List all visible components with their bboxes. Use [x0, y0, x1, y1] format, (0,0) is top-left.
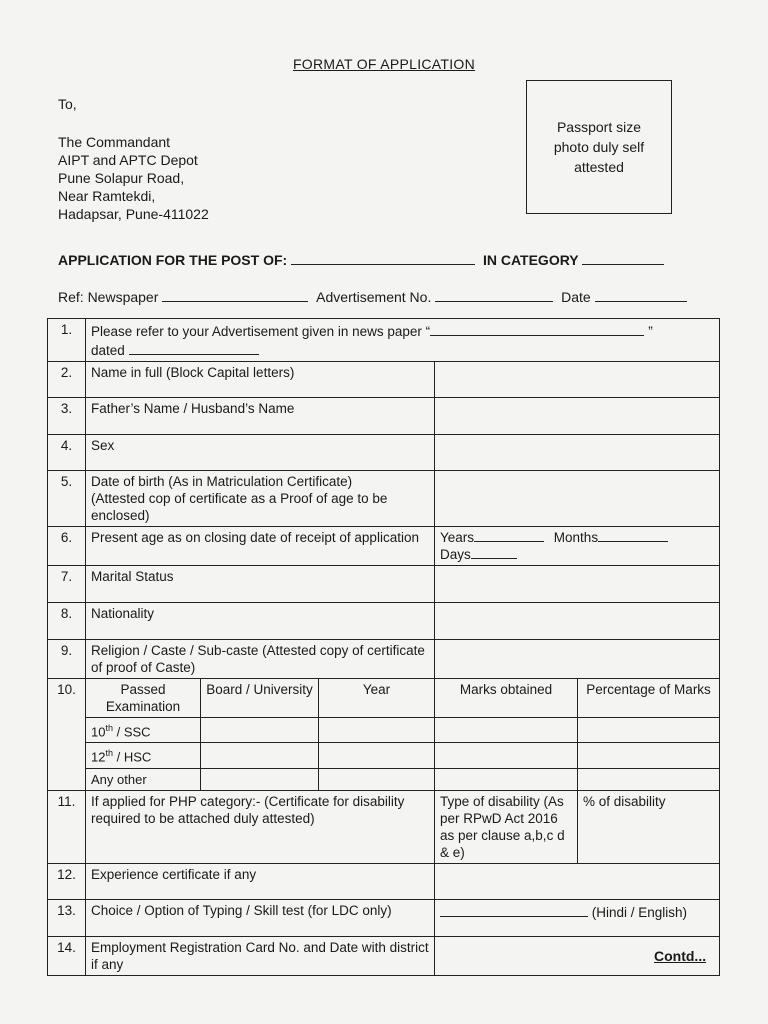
board-input-cell[interactable]: [201, 768, 319, 790]
experience-input-cell[interactable]: [435, 863, 720, 899]
table-row: [48, 640, 720, 679]
disability-percent-cell[interactable]: % of disability: [578, 790, 720, 863]
address-line: The Commandant: [58, 134, 171, 150]
typing-option-field[interactable]: [440, 902, 588, 917]
row-number: 9.: [48, 640, 86, 679]
row-label: Present age as on closing date of receipt of application: [86, 527, 435, 566]
column-header: Passed Examination: [86, 679, 201, 718]
sex-input-cell[interactable]: [435, 435, 720, 471]
row-sublabel: (Attested cop of certificate as a Proof of age to be enclosed): [91, 491, 388, 523]
row-number: 14.: [48, 936, 86, 975]
row-number: 6.: [48, 527, 86, 566]
table-row: [48, 936, 720, 975]
row-number: 11.: [48, 790, 86, 863]
row-label: Name in full (Block Capital letters): [86, 362, 435, 398]
table-row: [48, 863, 720, 899]
column-header: Percentage of Marks: [578, 679, 720, 718]
months-field[interactable]: [598, 529, 668, 542]
year-input-cell[interactable]: [319, 768, 435, 790]
category-field[interactable]: [582, 250, 664, 265]
nationality-input-cell[interactable]: [435, 603, 720, 640]
row-label: Experience certificate if any: [86, 863, 435, 899]
exam-label-hsc: 12th / HSC: [86, 743, 201, 768]
marks-input-cell[interactable]: [435, 743, 578, 768]
date-field[interactable]: [595, 287, 687, 302]
row-number: 7.: [48, 566, 86, 603]
newspaper-field[interactable]: [162, 287, 308, 302]
years-label: Years: [440, 530, 475, 545]
typing-option-cell[interactable]: [435, 899, 720, 936]
reference-line: [58, 287, 718, 305]
row-label: Choice / Option of Typing / Skill test (for LDC only): [86, 899, 435, 936]
row-label: Nationality: [86, 603, 435, 640]
typing-option-label: (Hindi / English): [591, 904, 688, 920]
row-number: 1.: [48, 319, 86, 362]
board-input-cell[interactable]: [201, 718, 319, 743]
address-line: Hadapsar, Pune-411022: [58, 206, 209, 222]
advertisement-label: Advertisement No.: [316, 289, 432, 305]
photo-box[interactable]: [526, 80, 672, 214]
photo-box-line: photo duly self: [553, 139, 645, 155]
continued-note: Contd...: [654, 948, 707, 964]
table-row: [48, 603, 720, 640]
newspaper-name-field[interactable]: [430, 321, 644, 336]
father-name-input-cell[interactable]: [435, 398, 720, 435]
row-number: 5.: [48, 471, 86, 527]
row-number: 10.: [48, 679, 86, 791]
year-input-cell[interactable]: [319, 718, 435, 743]
photo-box-line: attested: [574, 159, 624, 175]
column-header: Board / University: [201, 679, 319, 718]
table-row: [48, 398, 720, 435]
table-row: [48, 435, 720, 471]
name-input-cell[interactable]: [435, 362, 720, 398]
date-label: Date: [561, 289, 591, 305]
days-field[interactable]: [471, 546, 517, 559]
dated-label: dated: [91, 343, 125, 358]
column-header: Year: [319, 679, 435, 718]
marital-status-input-cell[interactable]: [435, 566, 720, 603]
advertisement-field[interactable]: [435, 287, 553, 302]
post-field[interactable]: [291, 250, 475, 265]
application-form-table: [47, 318, 720, 976]
percentage-input-cell[interactable]: [578, 718, 720, 743]
address-line: Near Ramtekdi,: [58, 188, 156, 204]
days-label: Days: [440, 547, 471, 562]
years-field[interactable]: [474, 529, 544, 542]
religion-input-cell[interactable]: [435, 640, 720, 679]
address-line: Pune Solapur Road,: [58, 170, 185, 186]
row-number: 3.: [48, 398, 86, 435]
newspaper-label: Ref: Newspaper: [58, 289, 159, 305]
row-label: Religion / Caste / Sub-caste (Attested copy of certificate of proof of Caste): [86, 640, 435, 679]
marks-input-cell[interactable]: [435, 718, 578, 743]
year-input-cell[interactable]: [319, 743, 435, 768]
post-label: APPLICATION FOR THE POST OF:: [58, 252, 288, 268]
exam-label-ssc: 10th / SSC: [86, 718, 201, 743]
row-number: 2.: [48, 362, 86, 398]
dob-input-cell[interactable]: [435, 471, 720, 527]
table-row: [48, 718, 720, 743]
address-block: [58, 95, 209, 223]
table-row: [48, 768, 720, 790]
address-line: AIPT and APTC Depot: [58, 152, 198, 168]
column-header: Marks obtained: [435, 679, 578, 718]
board-input-cell[interactable]: [201, 743, 319, 768]
photo-box-line: Passport size: [556, 119, 642, 135]
percentage-input-cell[interactable]: [578, 768, 720, 790]
post-line: [58, 250, 708, 268]
row-label: Sex: [86, 435, 435, 471]
advertisement-ref-cell: [86, 319, 720, 362]
table-row: [48, 362, 720, 398]
row-number: 12.: [48, 863, 86, 899]
disability-type-cell[interactable]: Type of disability (As per RPwD Act 2016 as per clause a,b,c d & e): [435, 790, 578, 863]
table-row: [48, 566, 720, 603]
salutation: To,: [58, 96, 77, 112]
row-label: Date of birth (As in Matriculation Certificate): [91, 474, 353, 489]
row-label: Please refer to your Advertisement given in news paper “: [91, 324, 431, 339]
row-label: Employment Registration Card No. and Date with district if any: [86, 936, 435, 975]
marks-input-cell[interactable]: [435, 768, 578, 790]
dob-label-cell: [86, 471, 435, 527]
table-row: [48, 743, 720, 768]
table-row: [48, 679, 720, 718]
table-row: [48, 319, 720, 362]
row-label: Marital Status: [86, 566, 435, 603]
table-row: [48, 471, 720, 527]
row-label: Father’s Name / Husband’s Name: [86, 398, 435, 435]
dated-field[interactable]: [129, 340, 259, 355]
table-row: [48, 527, 720, 566]
exam-label-other: Any other: [86, 768, 201, 790]
page-title: FORMAT OF APPLICATION: [292, 56, 476, 72]
close-quote: ”: [648, 324, 653, 339]
percentage-input-cell[interactable]: [578, 743, 720, 768]
category-label: IN CATEGORY: [482, 252, 579, 268]
table-row: [48, 899, 720, 936]
row-label: If applied for PHP category:- (Certificate for disability required to be attached duly attested): [86, 790, 435, 863]
age-input-cell[interactable]: [435, 527, 720, 566]
table-row: [48, 790, 720, 863]
row-number: 4.: [48, 435, 86, 471]
months-label: Months: [553, 530, 599, 545]
row-number: 13.: [48, 899, 86, 936]
row-number: 8.: [48, 603, 86, 640]
